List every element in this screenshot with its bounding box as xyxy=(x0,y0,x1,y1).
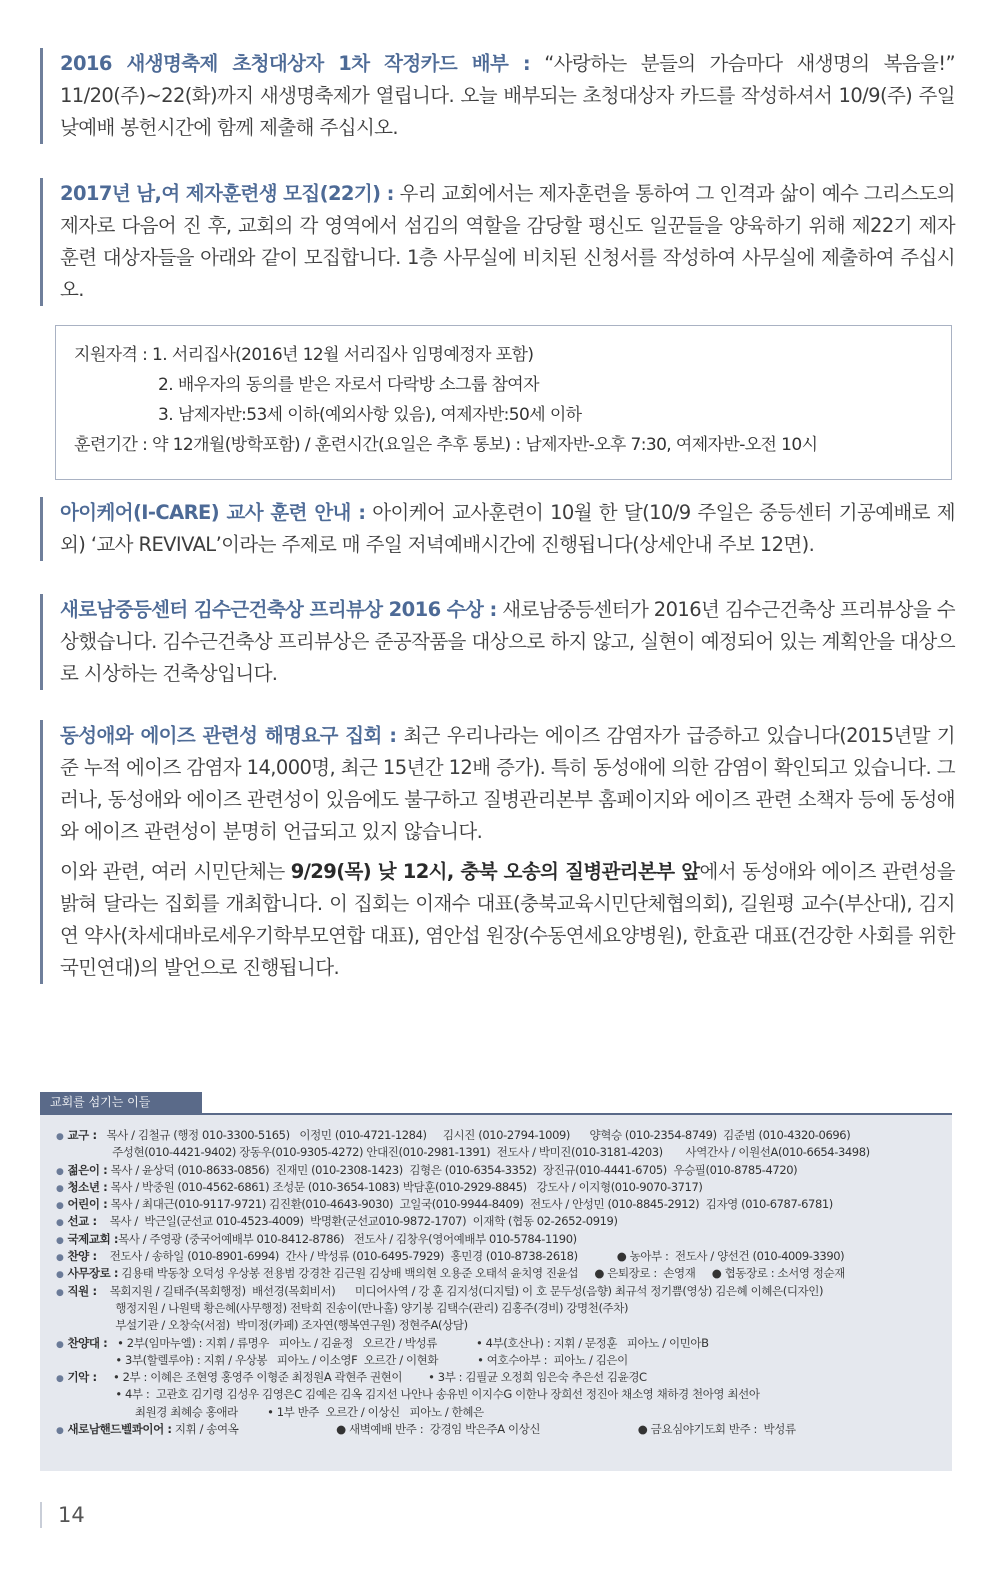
announcement-body: 새로남중등센터가 2016년 김수근건축상 프리뷰상을 수상했습니다. 김수근건축상 프리뷰상은 준공작품을 대상으로 하지 않고, 실현이 예정되어 있는 계획안을 대상으로 시상하는 건축상입니다. xyxy=(60,598,955,685)
announcement-body: 최근 우리나라는 에이즈 감염자가 급증하고 있습니다(2015년말 기준 누적 에이즈 감염자 14,000명, 최근 15년간 12배 증가). 특히 동성애에 의한 감염이 확인되고 있습니다. 그러나, 동성애와 에이즈 관련성이 있음에도 불구하고 질병관리본부 홈페이지와 에이즈 관련 소책자 등에 동성애와 에이즈 관련성이 분명히 언급되고 있지 않습니다. xyxy=(60,724,955,843)
staff-section-title: 교회를 섬기는 이들 xyxy=(40,1092,202,1113)
qualification-row: 3. 남제자반:53세 이하(예외사항 있음), 여제자반:50세 이하 xyxy=(158,405,582,425)
staff-text: 목사 / 윤상덕 (010-8633-0856) 진재민 (010-2308-1423) 김형은 (010-6354-3352) 장진규(010-4441-6705) 우승필(010-8785-4720) xyxy=(107,1162,798,1177)
training-period-row: 훈련기간 : 약 12개월(방학포함) / 훈련시간(요일은 추후 통보) : 남제자반-오후 7:30, 여제자반-오전 10시 xyxy=(74,435,818,455)
staff-label: 청소년 : xyxy=(67,1179,108,1194)
staff-label: 젊은이 : xyxy=(67,1162,108,1177)
announcement-body: 우리 교회에서는 제자훈련을 통하여 그 인격과 삶이 예수 그리스도의 제자로 다음어 진 후, 교회의 각 영역에서 섬김의 역할을 감당할 평신도 일꾼들을 양육하기 위해 제22기 제자훈련 대상자들을 아래와 같이 모집합니다. 1층 사무실에 비치된 신청서를 작성하여 사무실에 제출하여 주십시오. xyxy=(60,182,955,301)
staff-text: 목사 / 김철규 (행정 010-3300-5165) 이정민 (010-4721-1284) 김시진 (010-2794-1009) 양혁승 (010-2354-8749) 김준범 (010-4320-0696) xyxy=(96,1128,851,1142)
staff-row xyxy=(56,1317,938,1334)
bullet-icon: ● xyxy=(56,1235,64,1246)
bullet-icon: ● xyxy=(56,1426,64,1437)
staff-text: • 2부 : 이혜은 조현영 홍영주 이형준 최정원A 곽현주 권현이 • 3부 : 김필균 오정희 임은숙 추은선 김윤경C xyxy=(96,1370,647,1385)
announcement-icare xyxy=(40,497,955,561)
qualification-row: 2. 배우자의 동의를 받은 자로서 다락방 소그룹 참여자 xyxy=(158,375,539,395)
staff-text: 목회지원 / 길태주(목회행정) 배선경(목회비서) 미디어사역 / 강 훈 김지성(디지털) 이 호 문두성(음향) 최규석 정기쁨(영상) 김은혜 이혜은(디자인) xyxy=(96,1283,824,1298)
staff-text: 전도사 / 송하일 (010-8901-6994) 간사 / 박성류 (010-6495-7929) 홍민경 (010-8738-2618) ● 농아부 : 전도사 / 양선건 (010-4009-3390) xyxy=(96,1249,845,1264)
bullet-icon: ● xyxy=(56,1339,64,1350)
staff-text: 최원경 최혜승 홍애라 • 1부 반주 오르간 / 이상신 피아노 / 한혜은 xyxy=(60,1404,484,1419)
announcement-aids-rally xyxy=(40,720,955,984)
announcement-architecture-award xyxy=(40,594,955,690)
staff-directory xyxy=(40,1113,952,1471)
announcement-heading: 아이케어(I-CARE) 교사 훈련 안내 : xyxy=(60,501,366,524)
staff-row xyxy=(56,1248,938,1265)
bullet-icon: ● xyxy=(56,1183,64,1194)
staff-row xyxy=(56,1421,938,1438)
staff-row xyxy=(56,1369,938,1386)
staff-row xyxy=(56,1335,938,1352)
staff-text: 지휘 / 송여옥 ● 새벽예배 반주 : 강경임 박은주A 이상신 ● 금요심야기도회 반주 : 박성류 xyxy=(171,1422,796,1437)
staff-label: 찬양대 : xyxy=(67,1335,108,1350)
staff-row xyxy=(56,1144,938,1161)
bullet-icon: ● xyxy=(56,1270,64,1281)
staff-row xyxy=(56,1213,938,1230)
bullet-icon: ● xyxy=(56,1218,64,1229)
staff-label: 선교 : xyxy=(67,1214,97,1229)
bullet-icon: ● xyxy=(56,1287,64,1298)
announcement-heading: 2017년 남,여 제자훈련생 모집(22기) : xyxy=(60,182,394,205)
staff-label: 새로남핸드벨콰이어 : xyxy=(67,1422,172,1437)
staff-row xyxy=(56,1352,938,1369)
announcement-new-life-festival xyxy=(40,48,955,144)
announcement-heading: 동성애와 에이즈 관련성 해명요구 집회 : xyxy=(60,724,397,747)
staff-row xyxy=(56,1265,938,1282)
staff-label: 직원 : xyxy=(67,1283,97,1298)
qualification-box xyxy=(55,325,952,480)
staff-row xyxy=(56,1386,938,1403)
rally-time-place: 9/29(목) 낮 12시, 충북 오송의 질병관리본부 앞 xyxy=(290,860,700,883)
bullet-icon: ● xyxy=(56,1374,64,1385)
staff-row xyxy=(56,1162,938,1179)
staff-label: 교구 : xyxy=(67,1128,97,1142)
staff-row xyxy=(56,1179,938,1196)
announcement-body: 아이케어 교사훈련이 10월 한 달(10/9 주일은 중등센터 기공예배로 제외) ‘교사 REVIVAL’이라는 주제로 매 주일 저녁예배시간에 진행됩니다(상세안내 주보 12면). xyxy=(60,501,955,556)
staff-text: 목사 / 최대근(010-9117-9721) 김진환(010-4643-9030) 고일국(010-9944-8409) 전도사 / 안성민 (010-8845-2912) 김자영 (010-6787-6781) xyxy=(107,1197,833,1212)
bullet-icon: ● xyxy=(56,1132,64,1142)
announcement-discipleship-recruit xyxy=(40,178,955,306)
announcement-heading: 2016 새생명축제 초청대상자 1차 작정카드 배부 : xyxy=(60,52,531,75)
rally-text: 이와 관련, 여러 시민단체는 xyxy=(60,860,291,883)
staff-text: 목사 / 박중원 (010-4562-6861) 조성문 (010-3654-1083) 박담훈(010-2929-8845) 강도사 / 이지형(010-9070-3717) xyxy=(107,1179,703,1194)
page-number: 14 xyxy=(40,1502,85,1528)
staff-text: 김용태 박동창 오덕성 우상봉 전용범 강경찬 김근원 김상배 백의현 오용준 오태석 윤치영 진윤섭 ● 은퇴장로 : 손영재 ● 협동장로 : 소서영 정순재 xyxy=(118,1266,845,1281)
staff-label: 찬양 : xyxy=(67,1249,97,1264)
staff-text: • 4부 : 고관호 김기령 김성우 김영은C 김예은 김옥 김지선 나안나 송유빈 이지수G 이한나 장희선 정진아 채소영 채하경 천아영 최선아 xyxy=(60,1387,760,1402)
staff-label: 사무장로 : xyxy=(67,1266,119,1281)
rally-text: 에서 동성애와 에이즈 관련성을 밝혀 달라는 집회를 개최합니다. 이 집회는 이재수 대표(충북교육시민단체협의회), 길원평 교수(부산대), 김지연 약사(차세대바로세우기학부모연합 대표), 염안섭 원장(수동연세요양병원), 한효관 대표(건강한 사회를 위한 국민연대)의 발언으로 진행됩니다. xyxy=(60,860,955,979)
staff-text: 부설기관 / 오창숙(서점) 박미정(카페) 조자연(행복연구원) 정현주A(상담) xyxy=(60,1318,468,1333)
staff-label: 어린이 : xyxy=(67,1197,108,1212)
staff-label: 기악 : xyxy=(67,1370,97,1385)
staff-row xyxy=(56,1196,938,1213)
staff-text: 행정지원 / 나원택 황은혜(사무행정) 전탁희 진송이(만나홀) 양기봉 김택수(관리) 김홍주(경비) 강명천(주차) xyxy=(60,1300,629,1315)
qualification-row: 지원자격 : 1. 서리집사(2016년 12월 서리집사 임명예정자 포함) xyxy=(74,345,534,365)
staff-row xyxy=(56,1231,938,1248)
staff-text: 주성현(010-4421-9402) 장동우(010-9305-4272) 안대진(010-2981-1391) 전도사 / 박미진(010-3181-4203) 사역간사 / 이원선A(010-6654-3498) xyxy=(60,1145,870,1160)
staff-row xyxy=(56,1127,938,1144)
staff-row xyxy=(56,1404,938,1421)
announcement-body: “사랑하는 분들의 가슴마다 새생명의 복음을!” 11/20(주)~22(화)까지 새생명축제가 열립니다. 오늘 배부되는 초청대상자 카드를 작성하셔서 10/9(주) 주일 낮예배 봉헌시간에 함께 제출해 주십시오. xyxy=(60,52,956,139)
staff-text: 목사 / 주영광 (중국어예배부 010-8412-8786) 전도사 / 김창우(영어예배부 010-5784-1190) xyxy=(118,1231,577,1246)
staff-text: • 3부(할렐루야) : 지휘 / 우상봉 피아노 / 이소영F 오르간 / 이현화 • 여호수아부 : 피아노 / 김은이 xyxy=(60,1352,628,1367)
staff-label: 국제교회 : xyxy=(67,1231,119,1246)
bullet-icon: ● xyxy=(56,1201,64,1212)
bullet-icon: ● xyxy=(56,1166,64,1177)
announcement-heading: 새로남중등센터 김수근건축상 프리뷰상 2016 수상 : xyxy=(60,598,497,621)
bullet-icon: ● xyxy=(56,1253,64,1264)
staff-text: 목사 / 박근일(군선교 010-4523-4009) 박명환(군선교010-9872-1707) 이재학 (협동 02-2652-0919) xyxy=(96,1214,618,1229)
staff-row xyxy=(56,1300,938,1317)
staff-row xyxy=(56,1283,938,1300)
staff-text: • 2부(임마누엘) : 지휘 / 류명우 피아노 / 김윤정 오르간 / 박성류 • 4부(호산나) : 지휘 / 문정훈 피아노 / 이민아B xyxy=(107,1335,709,1350)
